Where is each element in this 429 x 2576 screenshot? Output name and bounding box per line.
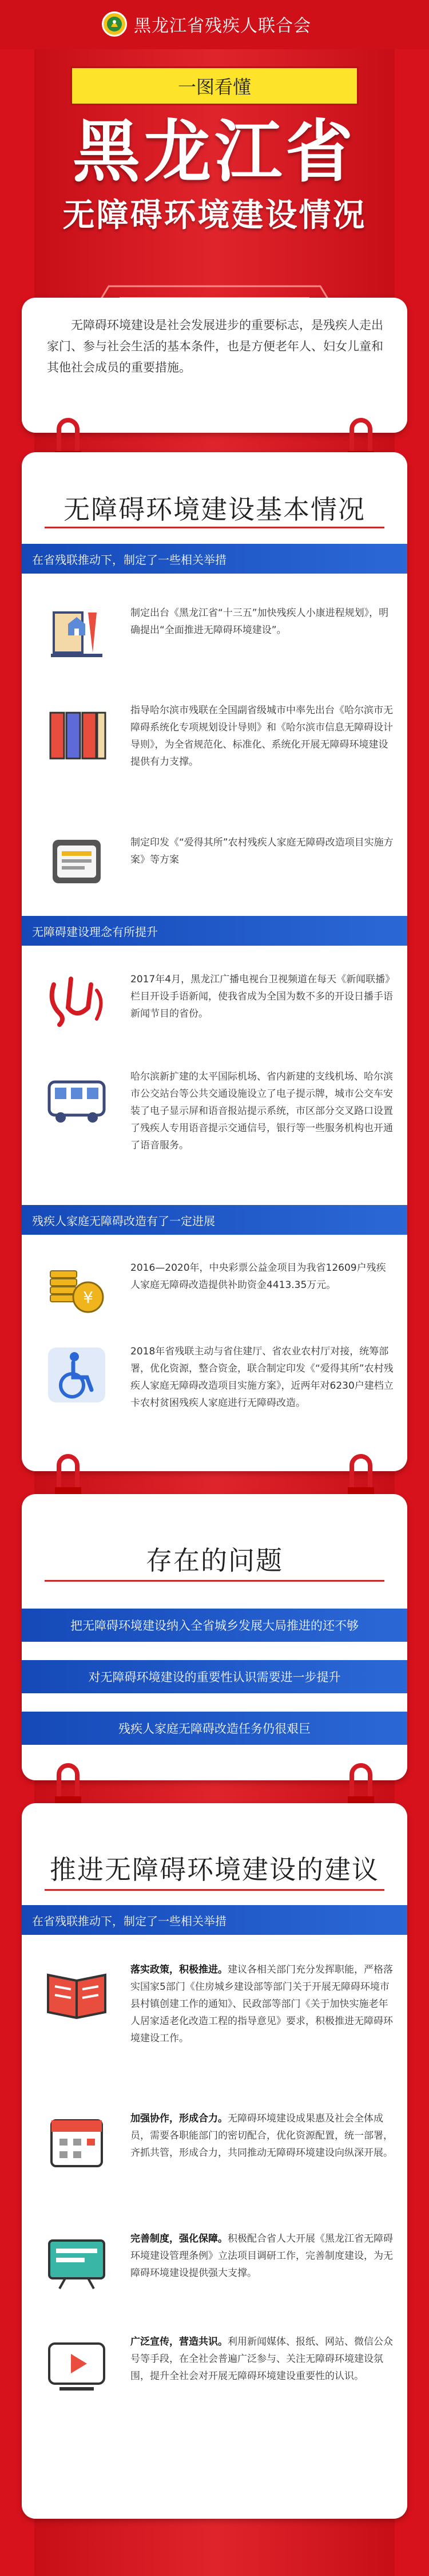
item-text: 2016—2020年，中央彩票公益金项目为我省12609户残疾人家庭无障碍改造提供补助资金4413.35万元。 <box>130 1262 386 1291</box>
suggestion-heading: 落实政策，积极推进。 <box>130 1964 228 1976</box>
money-coins-icon <box>42 1254 111 1322</box>
problem-item: 残疾人家庭无障碍改造任务仍很艰巨 <box>22 1712 407 1745</box>
presentation-board-icon <box>42 2227 111 2296</box>
section1-card <box>22 452 407 1471</box>
books-icon <box>42 698 111 767</box>
document-list-icon <box>42 827 111 896</box>
intro-card <box>22 298 407 433</box>
title-underline <box>45 1889 384 1891</box>
list-item <box>22 1340 407 1454</box>
sign-language-icon <box>42 967 111 1036</box>
list-item <box>22 2107 407 2215</box>
list-item <box>22 698 407 813</box>
header <box>102 11 311 37</box>
suggestion-body: 建议各相关部门充分发挥职能，严格落实国家5部门《住房城乡建设部等部门关于开展无障碍环境市县村镇创建工作的通知》、民政部等部门《关于加快实施老年人居家适老化改造工程的指导意见》要求，积极推进无障碍环境建设工作。 <box>130 1964 393 2044</box>
bus-icon <box>42 1065 111 1133</box>
section3-band: 在省残联推动下，制定了一些相关举措 <box>22 1905 407 1935</box>
open-book-icon <box>42 1958 111 2026</box>
list-item <box>22 1254 407 1328</box>
item-text <box>130 2230 394 2282</box>
item-text: 2017年4月，黑龙江广播电视台卫视频道在每天《新闻联播》栏目开设手语新闻，使我省成为全国为数不多的开设日播手语新闻节目的省份。 <box>130 974 393 1020</box>
section1-band-concept: 无障碍建设理念有所提升 <box>22 916 407 946</box>
org-name: 黑龙江省残疾人联合会 <box>134 16 311 36</box>
calendar-icon <box>42 2107 111 2175</box>
item-text <box>130 2110 394 2162</box>
section3-card <box>22 1803 407 2519</box>
list-item <box>22 601 407 687</box>
list-item <box>22 2227 407 2318</box>
plan-document-icon <box>42 601 111 670</box>
video-play-icon <box>42 2330 111 2399</box>
suggestion-body: 利用新闻媒体、报纸、网站、微信公众号等手段，在全社会普遍广泛参与、关注无障碍环境建设氛围，提升全社会对开展无障碍环境建设重要性的认识。 <box>130 2336 393 2382</box>
section3-title: 推进无障碍环境建设的建议 <box>50 1854 379 1885</box>
wheelchair-icon <box>42 1340 111 1408</box>
section1-title: 无障碍环境建设基本情况 <box>63 494 366 525</box>
list-item <box>22 827 407 896</box>
item-text: 制定印发《“爱得其所”农村残疾人家庭无障碍改造项目实施方案》等方案 <box>130 837 394 866</box>
page-subtitle: 无障碍环境建设情况 <box>62 197 367 234</box>
suggestion-body: 无障碍环境建设成果惠及社会全体成员，需要各职能部门的密切配合，优化资源配置，统一部署，齐抓共管，形成合力，共同推动无障碍环境建设向纵深开展。 <box>130 2113 393 2159</box>
problem-item: 对无障碍环境建设的重要性认识需要进一步提升 <box>22 1660 407 1693</box>
section1-band-measures: 在省残联推动下，制定了一些相关举措 <box>22 544 407 574</box>
list-item <box>22 967 407 1048</box>
section1-band-family: 残疾人家庭无障碍改造有了一定进展 <box>22 1205 407 1235</box>
section2-title: 存在的问题 <box>146 1545 283 1576</box>
tag-label: 一图看懂 <box>70 66 359 105</box>
svg-text:¥: ¥ <box>83 1288 93 1307</box>
suggestion-heading: 加强协作，形成合力。 <box>130 2113 228 2124</box>
problem-item: 把无障碍环境建设纳入全省城乡发展大局推进的还不够 <box>22 1609 407 1642</box>
item-text: 指导哈尔滨市残联在全国副省级城市中率先出台《哈尔滨市无障碍系统化专项规划设计导则》和《哈尔滨市信息无障碍设计导则》，为全省规范化、标准化、系统化开展无障碍环境建设提供有力支撑。 <box>130 705 393 768</box>
item-text: 2018年省残联主动与省住建厅、省农业农村厅对接，统筹部署，优化资源，整合资金，联合制定印发《“爱得其所”农村残疾人家庭无障碍改造项目实施方案》，近两年对6230户建档立卡农村贫困残疾人家庭进行无障碍改造。 <box>130 1346 394 1409</box>
suggestion-body: 积极配合省人大开展《黑龙江省无障碍环境建设管理条例》立法项目调研工作，完善制度建设，为无障碍环境建设提供强大支撑。 <box>130 2233 393 2279</box>
list-item <box>22 1065 407 1191</box>
intro-text: 无障碍环境建设是社会发展进步的重要标志，是残疾人走出家门、参与社会生活的基本条件，也是方便老年人、妇女儿童和其他社会成员的重要措施。 <box>47 318 383 374</box>
item-text <box>130 1961 394 2047</box>
list-item <box>22 2330 407 2433</box>
federation-logo-icon <box>102 11 127 37</box>
title-underline <box>45 527 384 528</box>
title-underline <box>45 1580 384 1582</box>
suggestion-heading: 完善制度，强化保障。 <box>130 2233 228 2245</box>
list-item <box>22 1958 407 2095</box>
section2-card <box>22 1494 407 1780</box>
item-text: 制定出台《黑龙江省“十三五”加快残疾人小康进程规划》，明确提出“全面推进无障碍环境建设”。 <box>130 607 389 636</box>
item-text <box>130 2333 394 2385</box>
item-text: 哈尔滨新扩建的太平国际机场、省内新建的支线机场、哈尔滨市公交站台等公共交通设施设立了电子提示牌，城市公交车安装了电子显示屏和语音报站提示系统，市区部分交叉路口设置了残疾人专用语音提示交通信号，银行等一些服务机构也开通了语音服务。 <box>130 1071 393 1151</box>
suggestion-heading: 广泛宣传，营造共识。 <box>130 2336 228 2348</box>
page-title: 黑龙江省 <box>72 112 356 191</box>
